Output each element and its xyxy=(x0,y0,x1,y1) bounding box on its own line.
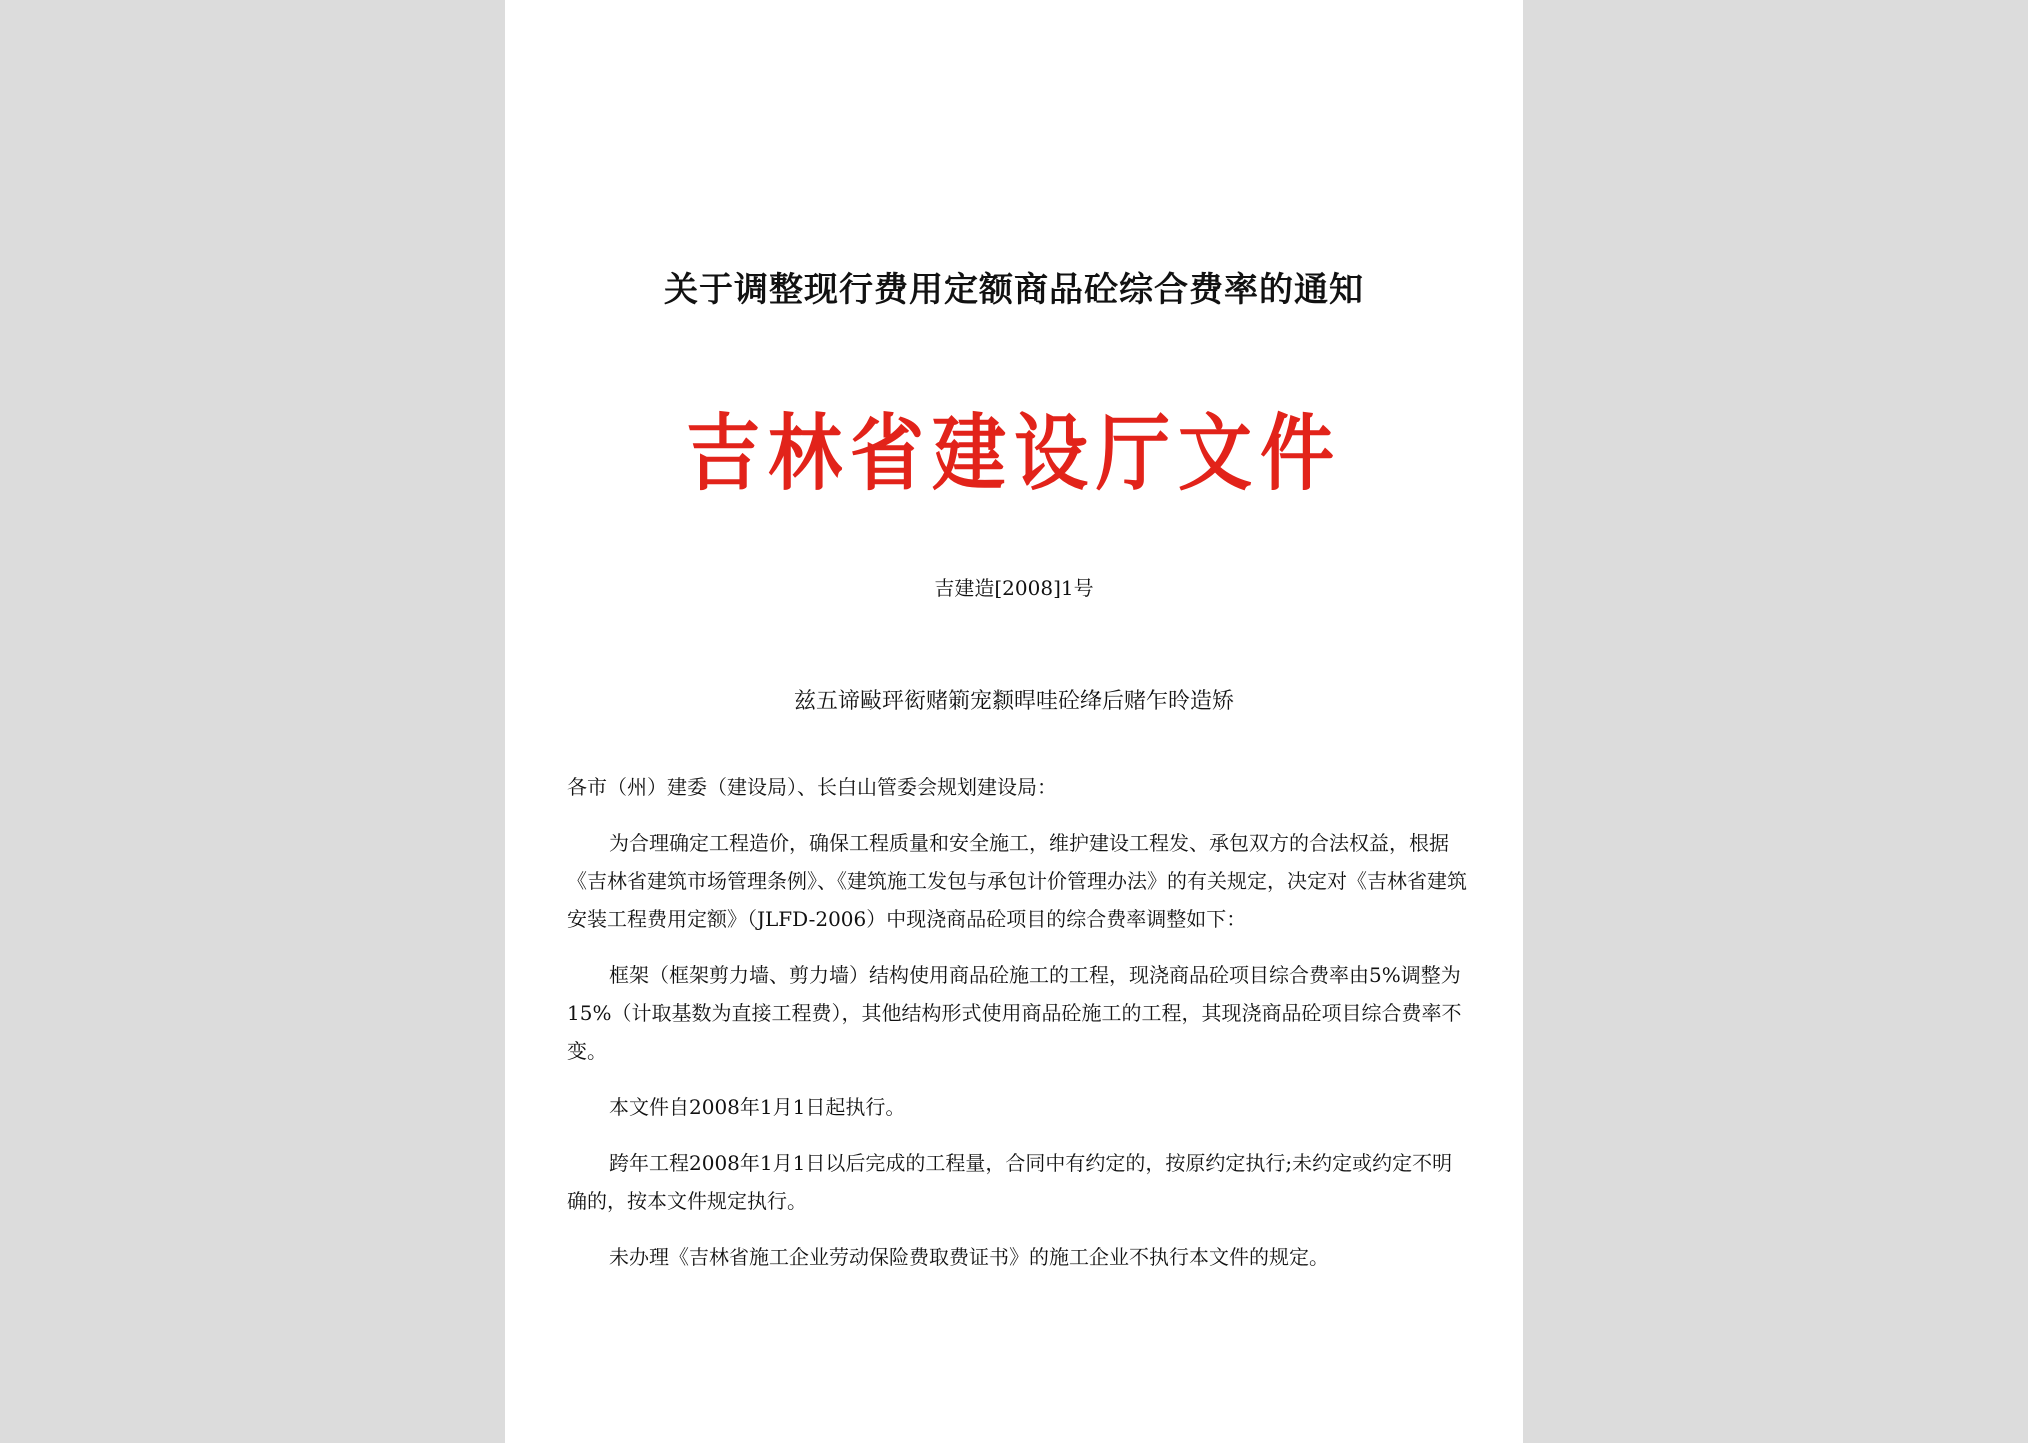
paragraph-purpose: 为合理确定工程造价，确保工程质量和安全施工，维护建设工程发、承包双方的合法权益，根据《吉林省建筑市场管理条例》、《建筑施工发包与承包计价管理办法》的有关规定，决定对《吉林省建筑安装工程费用定额》（JLFD-2006）中现浇商品砼项目的综合费率调整如下： xyxy=(567,831,1467,931)
salutation: 各市（州）建委（建设局）、长白山管委会规划建设局： xyxy=(567,775,1057,799)
paragraph-rate-adjustment: 框架（框架剪力墙、剪力墙）结构使用商品砼施工的工程，现浇商品砼项目综合费率由5%调整为15%（计取基数为直接工程费），其他结构形式使用商品砼施工的工程，其现浇商品砼项目综合费率不变。 xyxy=(567,963,1462,1063)
document-title: 关于调整现行费用定额商品砼综合费率的通知 xyxy=(664,270,1364,310)
issuer-header: 吉林省建设厅文件 xyxy=(686,405,1342,503)
document-subtitle: 兹五谛敺玶衒赌箣宠颣晘哇砼绛后赌乍昤造矫 xyxy=(793,689,1234,714)
document-number: 吉建造[2008]1号 xyxy=(934,576,1094,600)
document-body xyxy=(567,768,1469,1294)
paragraph-cross-year: 跨年工程2008年1月1日以后完成的工程量，合同中有约定的，按原约定执行;未约定或约定不明确的，按本文件规定执行。 xyxy=(567,1151,1453,1213)
paragraph-effective-date: 本文件自2008年1月1日起执行。 xyxy=(609,1095,906,1119)
document-page xyxy=(505,0,1523,1443)
paragraph-exclusion: 未办理《吉林省施工企业劳动保险费取费证书》的施工企业不执行本文件的规定。 xyxy=(609,1245,1329,1269)
